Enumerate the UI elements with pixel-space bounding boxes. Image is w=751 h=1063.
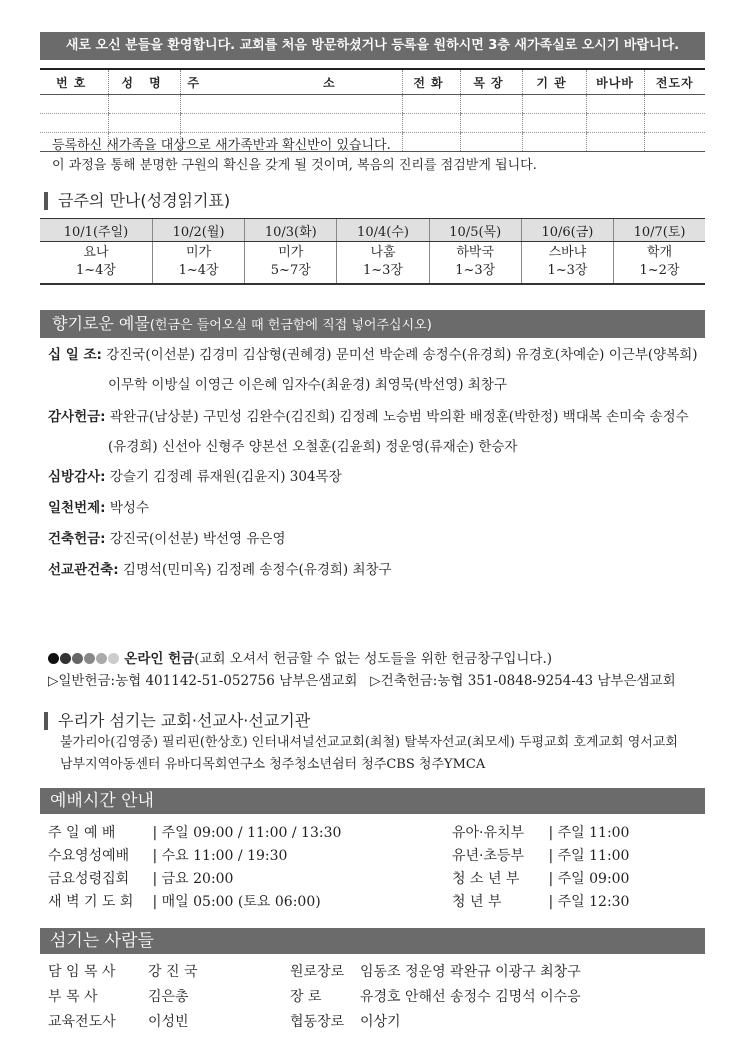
reading-day: 10/3(화) [245, 219, 337, 242]
reading-day: 10/7(토) [614, 219, 705, 242]
general-account: ▷일반헌금:농협 401142-51-052756 남부은샘교회 [48, 673, 358, 689]
serving-heading: 우리가 섬기는 교회·선교사·선교기관 [44, 712, 310, 730]
worship-item: 주 일 예 배 | 주일 09:00 / 11:00 / 13:30 [48, 825, 342, 841]
worship-times-youth [452, 822, 629, 914]
worship-item: 유년·초등부 | 주일 11:00 [452, 848, 630, 864]
visit-row [48, 462, 708, 492]
reading-day: 10/2(월) [152, 219, 244, 242]
staff-item: 부 목 사 김은총 [48, 989, 189, 1005]
col-name: 성 명 [108, 69, 180, 95]
tithe-names: 강진국(이선분) 김경미 김삼형(권혜경) 문미선 박순례 송정수(유경희) 유경호(차예순) 이근부(양복희) [106, 347, 698, 363]
reading-day: 10/5(목) [429, 219, 521, 242]
dots-icon [48, 651, 120, 667]
mission-building-names: 김명석(민미옥) 김정례 송정수(유경희) 최창구 [122, 562, 392, 578]
registration-row[interactable] [40, 95, 705, 114]
tithe-label: 십 일 조: [48, 347, 102, 363]
offering-title: 향기로운 예물 [52, 314, 150, 333]
mission-building-label: 선교관건축: [48, 562, 119, 578]
staff-item: 담 임 목 사 강 진 국 [48, 964, 198, 980]
reading-table [40, 218, 705, 285]
visit-label: 심방감사: [48, 469, 106, 485]
serving-line-2: 남부지역아동센터 유바디목회연구소 청주청소년쉼터 청주CBS 청주YMCA [60, 757, 486, 772]
col-barnabas: 바나바 [586, 69, 644, 95]
col-number: 번호 [40, 69, 108, 95]
tithe-row [48, 340, 708, 370]
first-offering-names: 박성수 [109, 500, 149, 516]
reading-days-row [40, 219, 705, 242]
staff-item: 협동장로 이상기 [290, 1014, 401, 1030]
tithe-names-cont: 이무학 이방실 이영근 이은혜 임자수(최윤경) 최영묵(박선영) 최창구 [108, 377, 507, 393]
building-label: 건축헌금: [48, 531, 106, 547]
online-giving-title-row [48, 648, 676, 670]
reading-passage: 요나 1~4장 [40, 242, 152, 285]
reading-passages-row [40, 242, 705, 285]
newcomer-note-2: 이 과정을 통해 분명한 구원의 확신을 갖게 될 것이며, 복음의 진리를 점검받게 됩니다. [52, 158, 537, 173]
worship-item: 청 소 년 부 | 주일 09:00 [452, 871, 630, 887]
reading-heading: 금주의 만나(성경읽기표) [44, 192, 230, 210]
staff-pastors [48, 960, 197, 1035]
col-cell: 목장 [460, 69, 522, 95]
reading-passage: 하박국 1~3장 [429, 242, 521, 285]
thanks-names: 곽완규(남상분) 구민성 김완수(김진희) 김정례 노승범 박의환 배정훈(박한정) 백대복 손미숙 송정수 [109, 409, 689, 425]
reading-day: 10/4(수) [337, 219, 429, 242]
thanks-names-cont: (유경희) 신선아 신형주 양본선 오철훈(김윤희) 정운영(류재순) 한승자 [108, 439, 518, 455]
reading-day: 10/6(금) [521, 219, 613, 242]
serving-line-1: 불가리아(김영중) 필리핀(한상호) 인터내셔널선교교회(최철) 탈북자선교(최모세) 두평교회 호계교회 영서교회 [60, 735, 678, 750]
worship-item: 금요성령집회 | 금요 20:00 [48, 871, 234, 887]
first-offering-row [48, 493, 708, 523]
online-giving-desc: (교회 오셔서 헌금할 수 없는 성도들을 위한 헌금창구입니다.) [194, 651, 553, 667]
building-names: 강진국(이선분) 박선영 유은영 [109, 531, 286, 547]
staff-elders [290, 960, 581, 1035]
registration-header-row [40, 69, 705, 95]
reading-passage: 나훔 1~3장 [337, 242, 429, 285]
offering-heading [40, 310, 705, 338]
offering-subtitle: (헌금은 들어오실 때 헌금함에 직접 넣어주십시오) [149, 318, 432, 333]
building-account: ▷건축헌금:농협 351-0848-9254-43 남부은샘교회 [370, 673, 676, 689]
reading-passage: 미가 5~7장 [245, 242, 337, 285]
col-phone: 전화 [402, 69, 460, 95]
online-giving-title: 온라인 헌금 [124, 651, 195, 667]
thanks-label: 감사헌금: [48, 409, 106, 425]
first-offering-label: 일천번제: [48, 500, 106, 516]
newcomer-note-1: 등록하신 새가족을 대상으로 새가족반과 확신반이 있습니다. [52, 138, 391, 153]
reading-passage: 학개 1~2장 [614, 242, 705, 285]
visit-names: 강슬기 김정례 류재원(김윤지) 304목장 [109, 469, 342, 485]
online-giving [48, 648, 676, 692]
online-giving-accounts [48, 670, 676, 692]
worship-item: 새 벽 기 도 회 | 매일 05:00 (토요 06:00) [48, 894, 321, 910]
worship-item: 유아·유치부 | 주일 11:00 [452, 825, 630, 841]
worship-item: 수요영성예배 | 수요 11:00 / 19:30 [48, 848, 288, 864]
staff-item: 원로장로 임동조 정운영 곽완규 이광구 최창구 [290, 964, 581, 980]
reading-day: 10/1(주일) [40, 219, 152, 242]
serving-list [60, 732, 678, 776]
worship-times-adult [48, 822, 341, 914]
col-organization: 기관 [522, 69, 586, 95]
thanks-row [48, 402, 708, 432]
reading-passage: 미가 1~4장 [152, 242, 244, 285]
worship-heading: 예배시간 안내 [40, 788, 705, 814]
registration-row[interactable] [40, 114, 705, 133]
mission-building-row [48, 555, 708, 585]
staff-item: 교육전도사 이성빈 [48, 1014, 189, 1030]
building-row [48, 524, 708, 554]
staff-item: 장 로 유경호 안해선 송정수 김명석 이수응 [290, 989, 581, 1005]
welcome-banner: 새로 오신 분들을 환영합니다. 교회를 처음 방문하셨거나 등록을 원하시면 3층 새가족실로 오시기 바랍니다. [40, 32, 705, 60]
col-address: 주 소 [180, 69, 402, 95]
reading-passage: 스바냐 1~3장 [521, 242, 613, 285]
col-evangelist: 전도자 [644, 69, 705, 95]
staff-heading: 섬기는 사람들 [40, 928, 705, 954]
worship-item: 청 년 부 | 주일 12:30 [452, 894, 630, 910]
